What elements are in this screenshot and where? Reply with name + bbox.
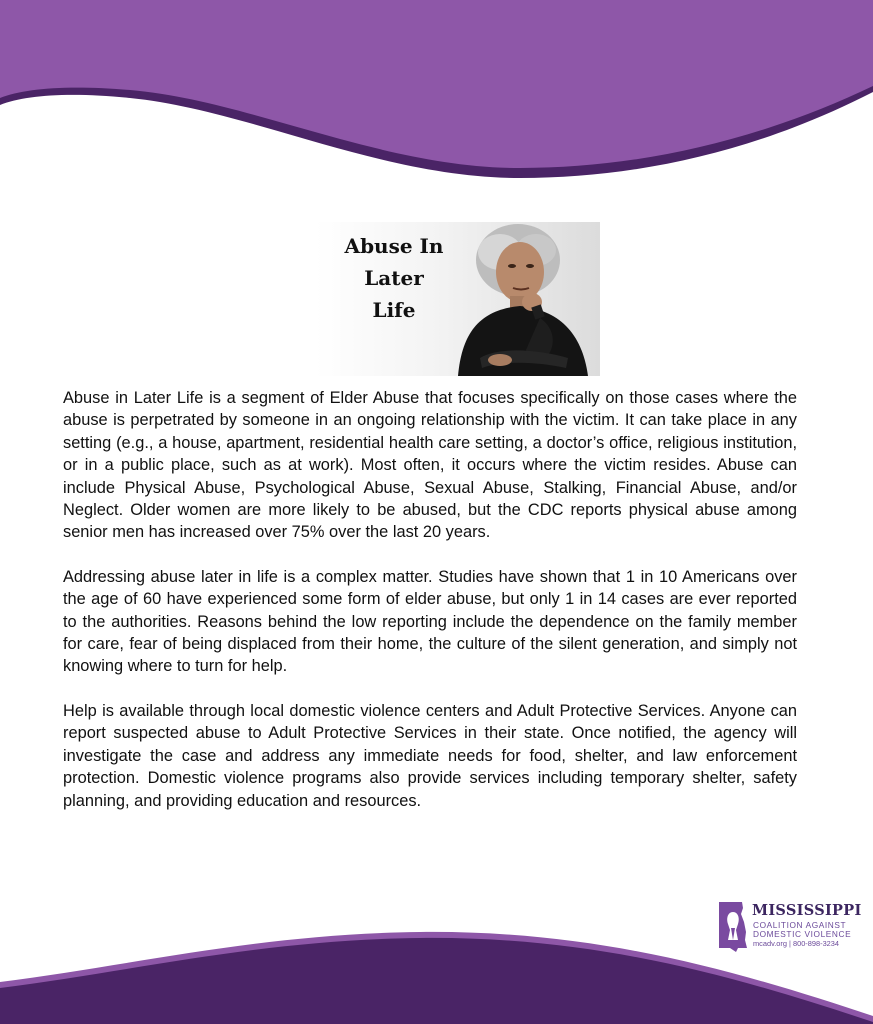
logo-subtitle-2: DOMESTIC VIOLENCE bbox=[753, 929, 852, 939]
mississippi-coalition-logo[interactable] bbox=[716, 900, 862, 952]
hero-title-line-2: Later bbox=[364, 266, 424, 290]
top-wave-banner bbox=[0, 0, 873, 200]
article-body bbox=[63, 387, 797, 834]
logo-subtitle-1: COALITION AGAINST bbox=[753, 920, 847, 930]
paragraph-3: Help is available through local domestic violence centers and Adult Protective Services. Anyone can report suspected abuse to Adult Protective Services in their state. Once notified, the agency will investigate the case and address any immediate needs for food, shelter, and law enforcement protection. Domestic violence programs also provide services including temporary shelter, safety planning, and providing education and resources. bbox=[63, 701, 797, 810]
logo-name: MISSISSIPPI bbox=[752, 902, 862, 919]
hero-image bbox=[316, 222, 600, 376]
hero-title-line-3: Life bbox=[372, 298, 416, 322]
mississippi-state-map-icon bbox=[716, 900, 750, 952]
elderly-woman-photo bbox=[440, 222, 600, 376]
paragraph-1: Abuse in Later Life is a segment of Elder Abuse that focuses specifically on those cases where the abuse is perpetrated by someone in an ongoing relationship with the victim. It can take place in any setting (e.g., a house, apartment, residential health care setting, a doctor’s office, religious institution, or in a public place, such as at work). Most often, it occurs where the victim resides. Abuse can include Physical Abuse, Psychological Abuse, Sexual Abuse, Stalking, Financial Abuse, and/or Neglect. Older women are more likely to be abused, but the CDC reports physical abuse among senior men has increased over 75% over the last 20 years. bbox=[63, 389, 797, 542]
paragraph-2: Addressing abuse later in life is a complex matter. Studies have shown that 1 in 10 Americans over the age of 60 have experienced some form of elder abuse, but only 1 in 14 cases are ever reported to the authorities. Reasons behind the low reporting include the dependence on the family member for care, fear of being displaced from their home, the culture of the silent generation, and simply not knowing where to turn for help. bbox=[63, 567, 797, 676]
hero-title-line-1: Abuse In bbox=[344, 234, 444, 258]
logo-contact: mcadv.org | 800-898-3234 bbox=[753, 939, 840, 948]
